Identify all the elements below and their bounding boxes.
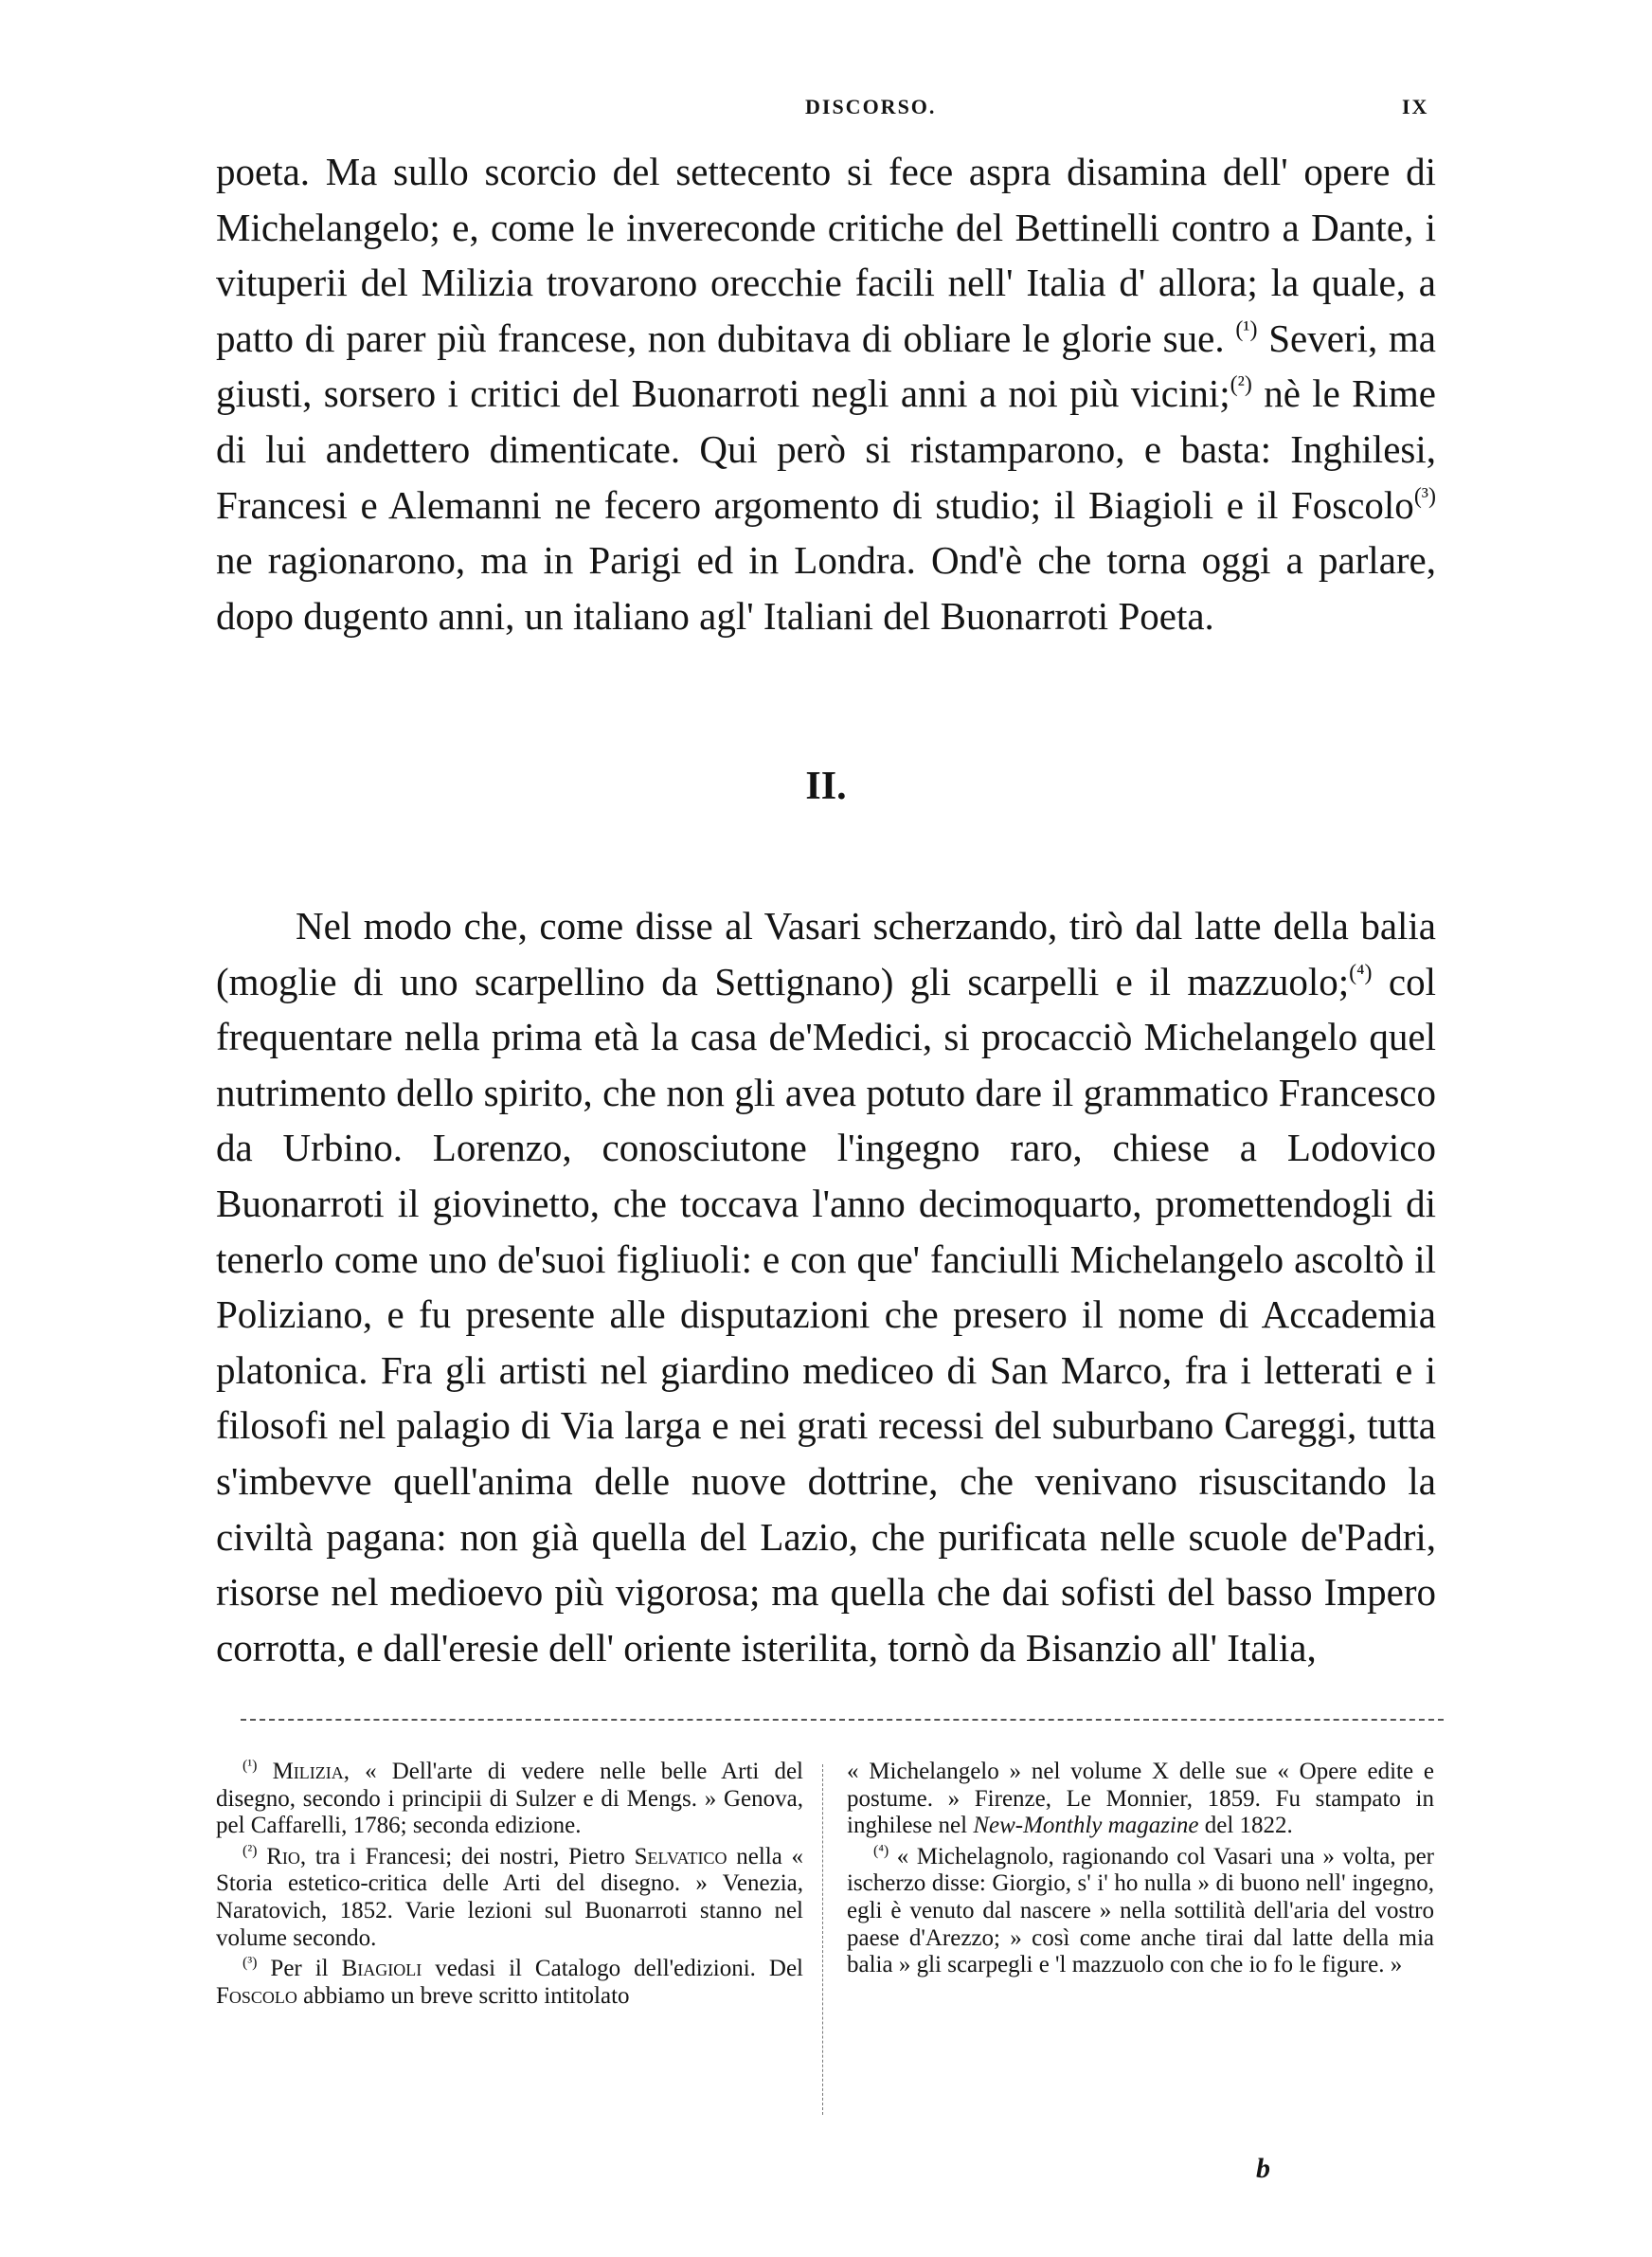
footnote-3-author-1: Biagioli bbox=[341, 1956, 422, 1982]
footnote-1-author: Milizia bbox=[272, 1759, 344, 1784]
paragraph-2 bbox=[216, 898, 1436, 1675]
footnote-ref-1[interactable]: (¹) bbox=[1235, 316, 1258, 342]
footnote-ref-3[interactable]: (³) bbox=[1413, 483, 1436, 509]
paragraph-1 bbox=[216, 144, 1436, 643]
footnote-3-continued bbox=[847, 1759, 1434, 1840]
footnote-2-author-2: Selvatico bbox=[634, 1843, 727, 1869]
footnote-4-mark: (⁴) bbox=[873, 1842, 889, 1859]
footnote-4-text: « Michelagnolo, ragionando col Vasari una » volta, per ischerzo disse: Giorgio, s' i' ho nulla » di buono nell' ingegno, egli è venuto dal nascere » nella sottilità dell'aria del vostro paese d'Arezzo; » così come anche tirai dal latte della mia balia » gli scarpegli e 'l mazzuolo con che io fo le figure. » bbox=[847, 1843, 1434, 1978]
footnote-3-mark: (³) bbox=[242, 1955, 258, 1972]
paragraph-1-text-b: Severi, ma giusti, sorsero i critici del Buonarroti negli anni a noi più vicini; bbox=[216, 316, 1437, 416]
footnote-separator bbox=[241, 1719, 1444, 1721]
footnote-3 bbox=[216, 1956, 803, 2010]
footnote-2 bbox=[216, 1844, 803, 1952]
footnote-ref-2[interactable]: (²) bbox=[1230, 372, 1252, 398]
footnote-3-text-2: vedasi il Catalogo dell'edizioni. Del bbox=[422, 1956, 803, 1982]
footnote-2-author-1: Rio bbox=[266, 1843, 300, 1869]
footnotes-area bbox=[216, 1759, 1438, 2126]
signature-mark: b bbox=[1256, 2153, 1270, 2184]
main-text-section-1 bbox=[216, 144, 1436, 643]
footnote-3-cont-text-2: del 1822. bbox=[1198, 1813, 1293, 1839]
running-header bbox=[0, 95, 1652, 133]
main-text-section-2 bbox=[216, 898, 1436, 1675]
paragraph-1-text-c: nè le Rime di lui andettero dimenticate. Qui però si ristamparono, e basta: Inghilesi, Francesi e Alemanni ne fecero argomento di studio; il Biagioli e il Foscolo bbox=[216, 371, 1436, 527]
running-title: DISCORSO. bbox=[805, 95, 937, 118]
footnote-2-mark: (²) bbox=[242, 1842, 258, 1859]
footnote-ref-4[interactable]: (⁴) bbox=[1349, 960, 1373, 985]
footnote-3-author-2: Foscolo bbox=[216, 1982, 297, 2009]
paragraph-2-text-b: col frequentare nella prima età la casa de'Medici, si procacciò Michelangelo quel nutrimento dello spirito, che non gli avea potuto dare il grammatico Francesco da Urbino. Lorenzo, conosciutone l'ingegno raro, chiese a Lodovico Buonarroti il giovinetto, che toccava l'anno decimoquarto, promettendogli di tenerlo come uno de'suoi figliuoli: e con que' fanciulli Michelangelo ascoltò il Poliziano, e fu presente alle disputazioni che presero il nome di Accademia platonica. Fra gli artisti nel giardino mediceo di San Marco, fra i letterati e i filosofi nel palagio di Via larga e nei grati recessi del suburbano Careggi, tutta s'imbevve quell'anima delle nuove dottrine, che venivano risuscitando la civiltà pagana: non già quella del Lazio, che purificata nelle scuole de'Padri, risorse nel medioevo più vigorosa; ma quella che dai sofisti del basso Impero corrotta, e dall'eresie dell' oriente isterilita, tornò da Bisanzio all' Italia, bbox=[216, 959, 1436, 1670]
footnote-1-mark: (¹) bbox=[242, 1758, 258, 1774]
footnote-3-periodical: New-Monthly magazine bbox=[973, 1813, 1199, 1839]
footnotes-left-column bbox=[216, 1759, 803, 2013]
footnote-4 bbox=[847, 1844, 1434, 1979]
footnotes-right-column bbox=[847, 1759, 1434, 1983]
paragraph-1-text-d: ne ragionarono, ma in Parigi ed in Londra. Ond'è che torna oggi a parlare, dopo dugento anni, un italiano agl' Italiani del Buonarroti Poeta. bbox=[216, 538, 1436, 638]
footnote-2-text-2: nella « Storia estetico-critica delle Arti del disegno. » Venezia, Naratovich, 1852. Varie lezioni sul Buonarroti stanno nel volume secondo. bbox=[216, 1843, 804, 1951]
section-heading: II. bbox=[805, 765, 847, 808]
page-number: IX bbox=[1402, 95, 1429, 118]
footnote-3-text-1: Per il bbox=[257, 1956, 342, 1982]
footnote-3-cont-text-1: « Michelangelo » nel volume X delle sue « Opere edite e postume. » Firenze, Le Monnier, 1859. Fu stampato in inghilese nel bbox=[847, 1759, 1434, 1839]
paragraph-2-text-a: Nel modo che, come disse al Vasari scherzando, tirò dal latte della balia (moglie di uno scarpellino da Settignano) gli scarpelli e il mazzuolo; bbox=[216, 904, 1436, 1003]
footnote-2-text-1: , tra i Francesi; dei nostri, Pietro bbox=[299, 1843, 625, 1869]
paragraph-1-text-a: poeta. Ma sullo scorcio del settecento si fece aspra disamina dell' opere di Michelangelo; e, come le invereconde critiche del Bettinelli contro a Dante, i vituperii del Milizia trovarono orecchie facili nell' Italia d' allora; la quale, a patto di parer più francese, non dubitava di obliare le glorie sue. bbox=[216, 150, 1436, 360]
footnote-3-text-3: abbiamo un breve scritto intitolato bbox=[296, 1982, 630, 2009]
footnote-column-divider bbox=[822, 1764, 823, 2115]
footnote-1 bbox=[216, 1759, 803, 1840]
footnote-1-text: , « Dell'arte di vedere nelle belle Arti del disegno, secondo i principii di Sulzer e di Mengs. » Genova, pel Caffarelli, 1786; seconda edizione. bbox=[216, 1759, 804, 1839]
